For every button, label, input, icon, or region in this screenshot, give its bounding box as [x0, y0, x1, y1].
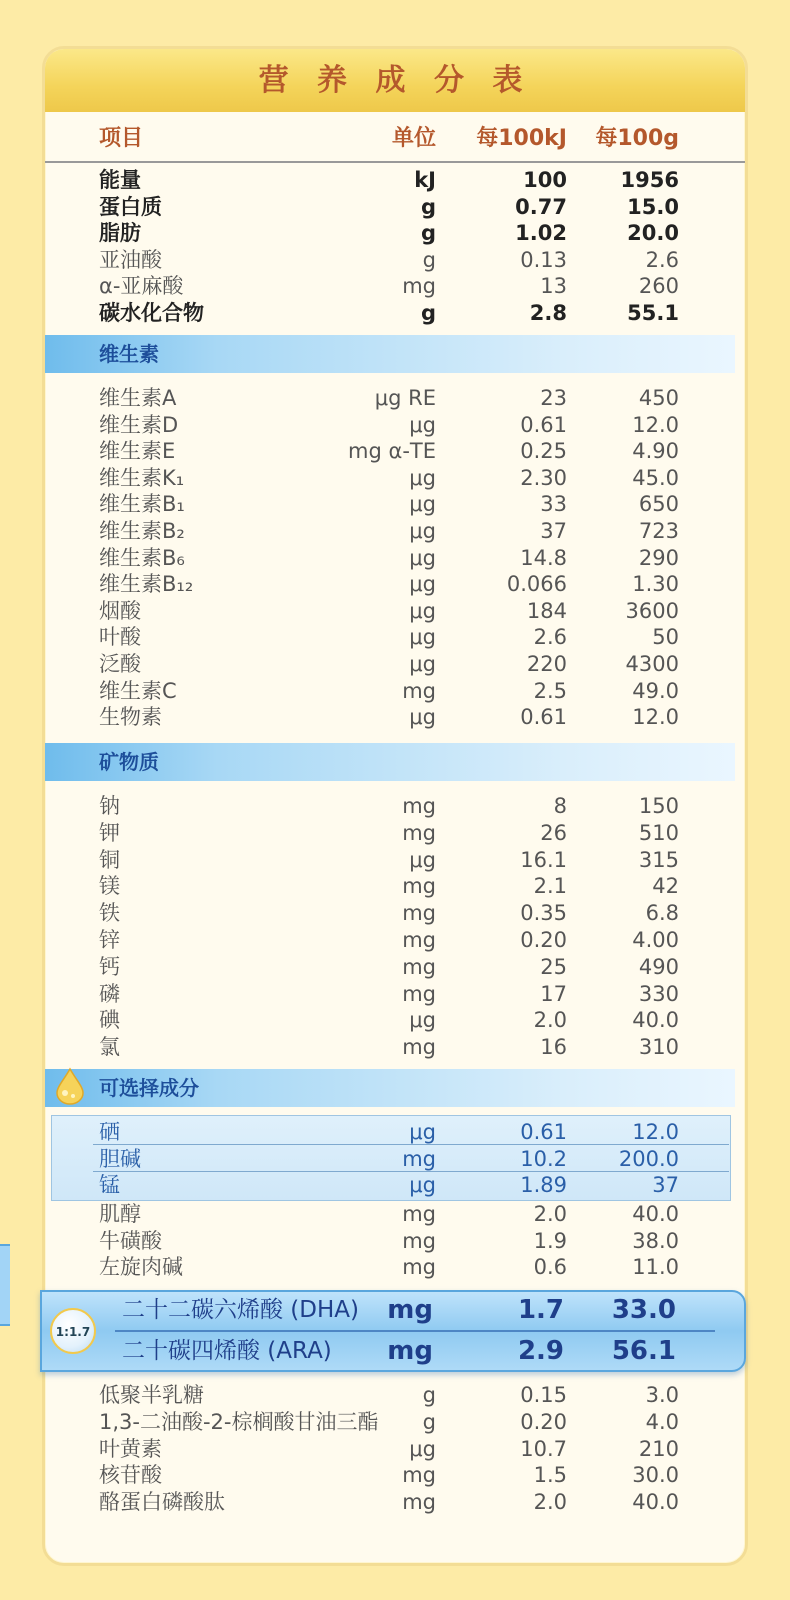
cell-kj: 8: [553, 794, 567, 818]
cell-name: 维生素B₁: [99, 492, 185, 517]
header-per-kj: 每100kJ: [476, 126, 567, 151]
oil-drop-icon: [53, 1067, 87, 1105]
cell-kj: 10.2: [520, 1146, 567, 1171]
cell-name: 碘: [99, 1008, 120, 1033]
cell-kj: 2.8: [529, 301, 567, 325]
cell-kj: 0.6: [533, 1255, 567, 1280]
cell-name: 二十碳四烯酸 (ARA): [122, 1338, 332, 1364]
cell-kj: 0.20: [520, 1409, 567, 1434]
cell-g: 49.0: [632, 678, 679, 703]
cell-unit: mg α-TE: [348, 439, 436, 464]
cell-kj: 14.8: [520, 545, 567, 570]
cell-kj: 2.0: [533, 1008, 567, 1033]
cell-name: 铁: [99, 901, 120, 926]
cell-g: 6.8: [645, 901, 679, 926]
cell-unit: mg: [402, 794, 436, 818]
title-bar: [45, 49, 745, 112]
cell-kj: 1.7: [517, 1295, 564, 1325]
table-row: [45, 1254, 748, 1281]
cell-unit: μg: [409, 465, 436, 490]
cell-g: 3600: [625, 598, 679, 623]
table-row: [45, 873, 748, 900]
cell-name: 核苷酸: [99, 1463, 162, 1488]
cell-unit: g: [422, 1409, 436, 1434]
cell-name: 肌醇: [99, 1202, 141, 1226]
cell-unit: μg RE: [374, 386, 436, 410]
cell-name: 维生素K₁: [99, 465, 185, 490]
cell-unit: μg: [409, 519, 436, 543]
cell-g: 1956: [620, 168, 679, 192]
cell-name: α-亚麻酸: [99, 274, 184, 299]
table-row: [45, 900, 748, 927]
table-row: [45, 1201, 748, 1228]
cell-name: 铜: [99, 847, 120, 872]
cell-kj: 16: [540, 1035, 567, 1060]
cell-name: 钙: [99, 954, 120, 979]
table-header: [45, 125, 748, 152]
cell-g: 40.0: [632, 1490, 679, 1515]
table-row: [45, 1172, 748, 1199]
table-row: [45, 651, 748, 678]
section-minerals: [45, 743, 735, 781]
cell-kj: 23: [540, 386, 567, 410]
cell-unit: μg: [409, 1008, 436, 1033]
cell-kj: 0.20: [520, 928, 567, 952]
cell-unit: μg: [409, 1436, 436, 1461]
cell-unit: μg: [409, 625, 436, 650]
cell-g: 450: [638, 386, 679, 410]
cell-g: 3.0: [645, 1383, 679, 1407]
cell-g: 4.0: [645, 1409, 679, 1434]
cell-name: 氯: [99, 1035, 120, 1060]
cell-unit: g: [422, 247, 436, 272]
table-row: [45, 438, 748, 465]
cell-unit: μg: [409, 492, 436, 517]
table-row: [45, 167, 748, 194]
cell-g: 4.00: [632, 928, 679, 952]
cell-kj: 13: [540, 274, 567, 299]
cell-kj: 220: [526, 652, 567, 676]
cell-g: 50: [652, 625, 679, 650]
table-row: [45, 465, 748, 492]
cell-kj: 10.7: [520, 1436, 567, 1461]
cell-name: 叶黄素: [99, 1436, 162, 1461]
cell-name: 能量: [99, 168, 141, 192]
cell-name: 酪蛋白磷酸肽: [99, 1490, 225, 1515]
cell-name: 锰: [99, 1173, 120, 1198]
cell-unit: g: [420, 194, 436, 219]
cell-g: 37: [652, 1173, 679, 1198]
cell-kj: 184: [526, 598, 567, 623]
table-row: [45, 1409, 748, 1436]
cell-name: 锌: [99, 928, 120, 952]
cell-unit: μg: [409, 847, 436, 872]
cell-name: 左旋肉碱: [99, 1255, 183, 1280]
cell-g: 260: [638, 274, 679, 299]
cell-g: 40.0: [632, 1202, 679, 1226]
cell-unit: mg: [402, 954, 436, 979]
table-row: [45, 820, 748, 847]
ratio-badge: 1:1.7: [50, 1308, 96, 1354]
cell-unit: μg: [409, 598, 436, 623]
cell-g: 11.0: [632, 1255, 679, 1280]
section-optional-title: 可选择成分: [99, 1076, 199, 1100]
table-row: [42, 1331, 748, 1371]
cell-g: 20.0: [627, 221, 679, 246]
table-row: [45, 1489, 748, 1516]
cell-name: 牛磺酸: [99, 1228, 162, 1253]
cell-name: 泛酸: [99, 652, 141, 676]
cell-name: 生物素: [99, 705, 162, 730]
cell-unit: mg: [402, 1146, 436, 1171]
table-row: [45, 847, 748, 874]
cell-kj: 0.61: [520, 412, 567, 437]
cell-name: 叶酸: [99, 625, 141, 650]
cell-g: 55.1: [627, 301, 679, 325]
cell-kj: 0.35: [520, 901, 567, 926]
cell-kj: 2.6: [533, 625, 567, 650]
cell-name: 1,3-二油酸-2-棕榈酸甘油三酯: [99, 1409, 379, 1434]
cell-kj: 16.1: [520, 847, 567, 872]
cell-name: 维生素D: [99, 412, 179, 437]
cell-name: 碳水化合物: [99, 301, 204, 325]
table-row: [45, 545, 748, 572]
cell-g: 38.0: [632, 1228, 679, 1253]
table-row: [45, 1228, 748, 1255]
cell-g: 150: [638, 794, 679, 818]
cell-g: 330: [638, 981, 679, 1006]
table-row: [45, 247, 748, 274]
cell-unit: mg: [402, 820, 436, 845]
cell-kj: 1.5: [533, 1463, 567, 1488]
cell-kj: 0.15: [520, 1383, 567, 1407]
table-row: [45, 678, 748, 705]
table-row: [45, 273, 748, 300]
cell-kj: 2.5: [533, 678, 567, 703]
cell-g: 12.0: [632, 412, 679, 437]
cell-unit: mg: [402, 1490, 436, 1515]
cell-g: 510: [638, 820, 679, 845]
cell-g: 12.0: [632, 1120, 679, 1144]
cell-unit: g: [422, 1383, 436, 1407]
cell-kj: 2.1: [533, 874, 567, 899]
cell-unit: g: [420, 221, 436, 246]
cell-g: 56.1: [611, 1336, 676, 1366]
cell-unit: mg: [402, 874, 436, 899]
cell-unit: mg: [402, 1228, 436, 1253]
cell-g: 42: [652, 874, 679, 899]
cell-name: 维生素B₁₂: [99, 572, 194, 597]
cell-unit: μg: [409, 545, 436, 570]
header-unit: 单位: [391, 126, 436, 151]
table-row: [45, 412, 748, 439]
cell-g: 723: [638, 519, 679, 543]
cell-kj: 0.13: [520, 247, 567, 272]
cell-kj: 1.02: [515, 221, 567, 246]
cell-g: 490: [638, 954, 679, 979]
header-per-g: 每100g: [595, 126, 679, 151]
cell-name: 蛋白质: [99, 194, 162, 219]
section-optional: [45, 1069, 735, 1107]
cell-kj: 2.0: [533, 1490, 567, 1515]
cell-unit: μg: [409, 705, 436, 730]
cell-name: 钾: [99, 820, 120, 845]
cell-g: 12.0: [632, 705, 679, 730]
cell-name: 胆碱: [99, 1146, 141, 1171]
cell-name: 脂肪: [99, 221, 141, 246]
table-row: [45, 1119, 748, 1146]
cell-g: 15.0: [627, 194, 679, 219]
table-row: [42, 1290, 748, 1330]
cell-kj: 0.77: [515, 194, 567, 219]
cell-name: 维生素C: [99, 678, 177, 703]
cell-name: 维生素B₂: [99, 519, 185, 543]
table-row: [45, 300, 748, 327]
cell-kj: 33: [540, 492, 567, 517]
table-row: [45, 220, 748, 247]
table-row: [45, 1034, 748, 1061]
table-row: [45, 1007, 748, 1034]
cell-unit: μg: [409, 1120, 436, 1144]
table-row: [45, 1462, 748, 1489]
cell-unit: mg: [402, 678, 436, 703]
cell-kj: 1.89: [520, 1173, 567, 1198]
table-row: [45, 194, 748, 221]
table-row: [45, 385, 748, 412]
cell-kj: 0.25: [520, 439, 567, 464]
cell-g: 30.0: [632, 1463, 679, 1488]
cell-name: 二十二碳六烯酸 (DHA): [122, 1297, 359, 1323]
cell-name: 维生素B₆: [99, 545, 185, 570]
cell-unit: μg: [409, 652, 436, 676]
table-row: [45, 704, 748, 731]
cell-unit: μg: [409, 572, 436, 597]
cell-g: 315: [638, 847, 679, 872]
cell-name: 维生素E: [99, 439, 176, 464]
cell-name: 维生素A: [99, 386, 177, 410]
table-row: [45, 571, 748, 598]
cell-kj: 0.61: [520, 1120, 567, 1144]
cell-g: 40.0: [632, 1008, 679, 1033]
cell-kj: 37: [540, 519, 567, 543]
table-row: [45, 624, 748, 651]
table-row: [45, 954, 748, 981]
cell-unit: μg: [409, 412, 436, 437]
cell-name: 硒: [99, 1120, 120, 1144]
cell-name: 亚油酸: [99, 247, 162, 272]
table-row: [45, 1436, 748, 1463]
cell-unit: kJ: [414, 168, 436, 192]
cell-kj: 2.30: [520, 465, 567, 490]
section-vitamins: [45, 335, 735, 373]
cell-g: 4.90: [632, 439, 679, 464]
cell-unit: mg: [402, 928, 436, 952]
cell-unit: mg: [402, 1202, 436, 1226]
cell-name: 钠: [99, 794, 120, 818]
cell-name: 烟酸: [99, 598, 141, 623]
table-row: [45, 1382, 748, 1409]
cell-unit: mg: [402, 1463, 436, 1488]
page-title: 营 养 成 分 表: [258, 63, 532, 98]
section-vitamins-title: 维生素: [99, 342, 159, 366]
cell-unit: mg: [402, 901, 436, 926]
cell-kj: 2.0: [533, 1202, 567, 1226]
cell-unit: mg: [402, 1255, 436, 1280]
cell-kj: 100: [523, 168, 567, 192]
cell-unit: mg: [387, 1295, 433, 1325]
cell-kj: 1.9: [533, 1228, 567, 1253]
cell-g: 1.30: [632, 572, 679, 597]
cell-g: 200.0: [618, 1146, 679, 1171]
cell-g: 2.6: [645, 247, 679, 272]
table-row: [45, 793, 748, 820]
table-row: [45, 1146, 748, 1173]
cell-kj: 25: [540, 954, 567, 979]
cell-g: 45.0: [632, 465, 679, 490]
cell-kj: 0.066: [506, 572, 567, 597]
table-row: [45, 518, 748, 545]
cell-unit: μg: [409, 1173, 436, 1198]
dha-band-edge: [0, 1244, 10, 1326]
header-divider: [45, 161, 745, 163]
cell-kj: 0.61: [520, 705, 567, 730]
cell-g: 4300: [625, 652, 679, 676]
cell-kj: 26: [540, 820, 567, 845]
section-minerals-title: 矿物质: [99, 750, 159, 774]
cell-g: 210: [638, 1436, 679, 1461]
cell-unit: mg: [402, 981, 436, 1006]
cell-g: 650: [638, 492, 679, 517]
cell-g: 33.0: [611, 1295, 676, 1325]
table-row: [45, 491, 748, 518]
cell-unit: mg: [402, 1035, 436, 1060]
cell-kj: 2.9: [517, 1336, 564, 1366]
cell-unit: mg: [387, 1336, 433, 1366]
cell-unit: mg: [402, 274, 436, 299]
cell-g: 290: [638, 545, 679, 570]
cell-kj: 17: [540, 981, 567, 1006]
cell-unit: g: [420, 301, 436, 325]
cell-name: 低聚半乳糖: [99, 1383, 204, 1407]
table-row: [45, 598, 748, 625]
cell-name: 磷: [99, 981, 120, 1006]
table-row: [45, 927, 748, 954]
cell-g: 310: [638, 1035, 679, 1060]
cell-name: 镁: [99, 874, 120, 899]
table-row: [45, 981, 748, 1008]
header-item: 项目: [99, 126, 144, 151]
